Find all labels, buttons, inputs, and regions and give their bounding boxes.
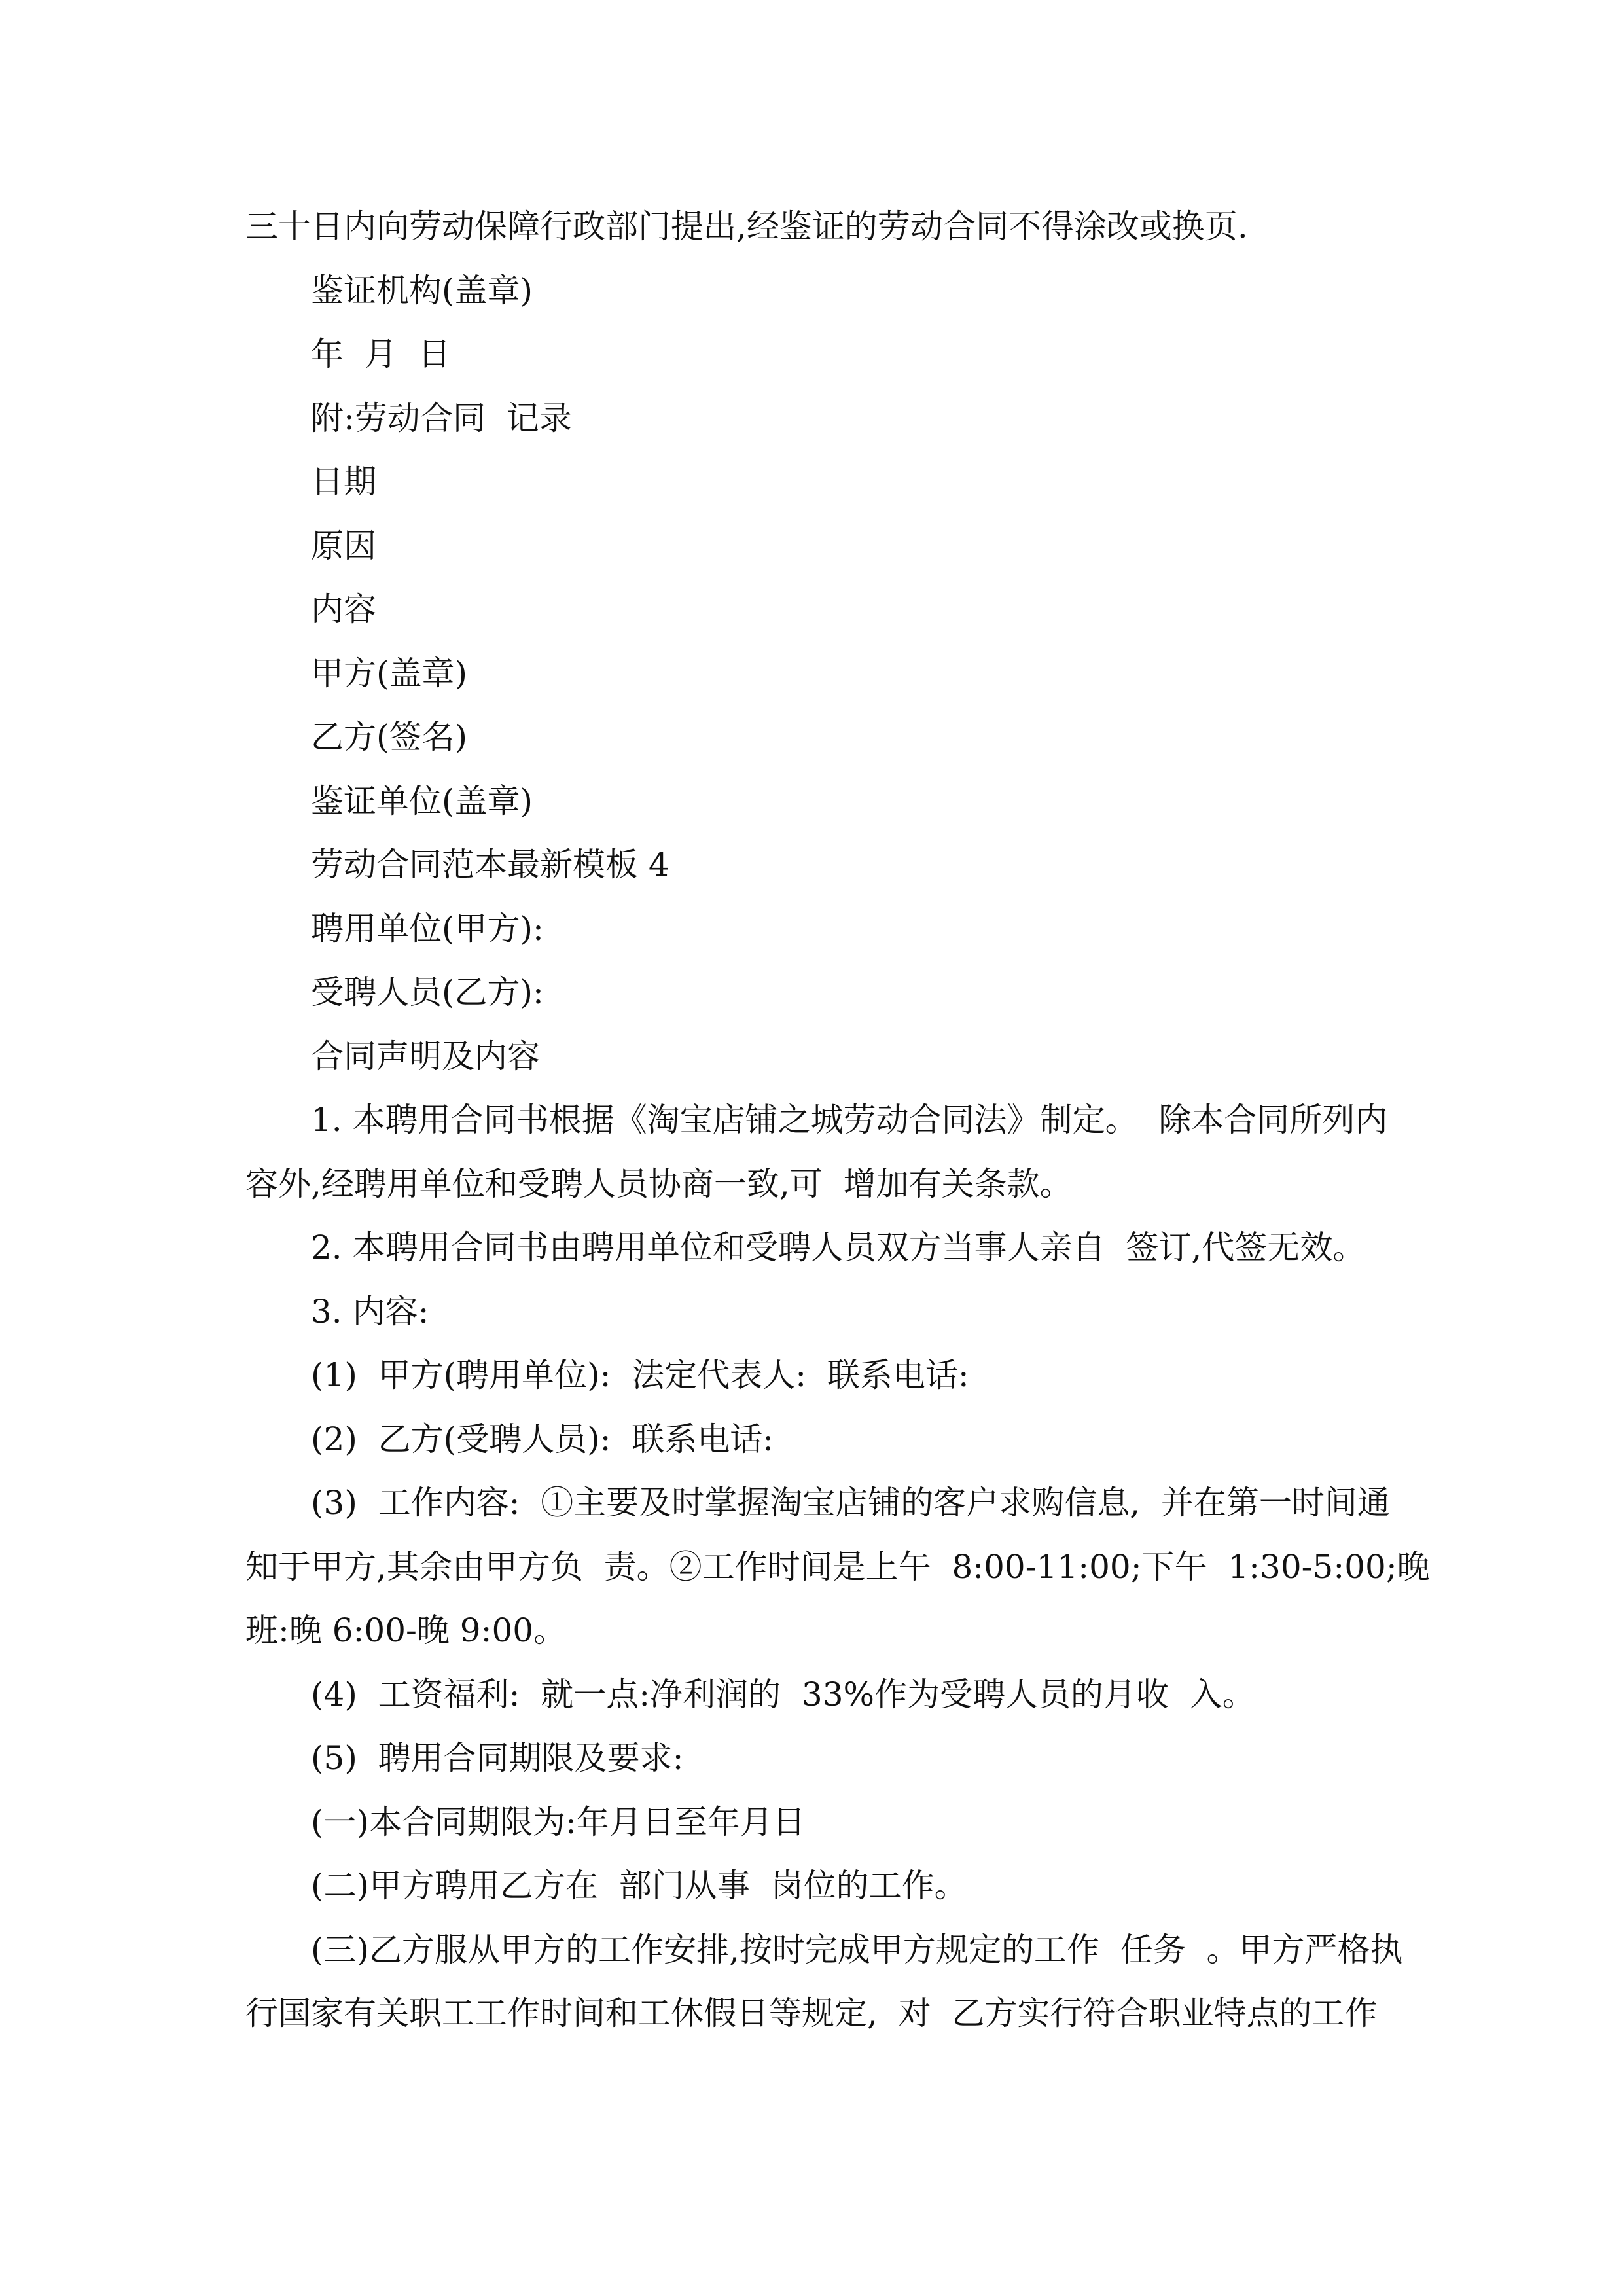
text-line-23: 班:晚 6:00-晚 9:00。: [245, 1611, 567, 1649]
text-line-1: 三十日内向劳动保障行政部门提出,经鉴证的劳动合同不得涂改或换页.: [245, 207, 1248, 245]
text-line-26: (一)本合同期限为:年月日至年月日: [311, 1803, 806, 1841]
text-line-13: 受聘人员(乙方):: [311, 973, 544, 1011]
text-line-28: (三)乙方服从甲方的工作安排,按时完成甲方规定的工作 任务 。甲方严格执: [311, 1931, 1403, 1969]
section-heading: 劳动合同范本最新模板 4: [311, 846, 669, 884]
text-line-5: 日期: [311, 463, 376, 501]
text-line-20: (2) 乙方(受聘人员): 联系电话:: [311, 1420, 774, 1458]
text-line-18: 3. 内容:: [311, 1293, 429, 1331]
text-line-14: 合同声明及内容: [311, 1037, 540, 1075]
text-line-2: 鉴证机构(盖章): [311, 272, 533, 310]
text-line-22: 知于甲方,其余由甲方负 责。②工作时间是上午 8:00-11:00;下午 1:30-5:00;晚: [245, 1548, 1430, 1586]
text-line-6: 原因: [311, 527, 376, 565]
text-line-29: 行国家有关职工工作时间和工休假日等规定, 对 乙方实行符合职业特点的工作: [245, 1994, 1378, 2032]
text-line-21: (3) 工作内容: ①主要及时掌握淘宝店铺的客户求购信息, 并在第一时间通: [311, 1484, 1390, 1522]
text-line-15: 1. 本聘用合同书根据《淘宝店铺之城劳动合同法》制定。 除本合同所列内: [311, 1101, 1388, 1139]
text-line-24: (4) 工资福利: 就一点:净利润的 33%作为受聘人员的月收 入。: [311, 1676, 1255, 1713]
text-line-12: 聘用单位(甲方):: [311, 910, 544, 948]
text-line-10: 鉴证单位(盖章): [311, 782, 533, 820]
text-line-7: 内容: [311, 590, 376, 628]
text-line-9: 乙方(签名): [311, 718, 468, 756]
text-line-17: 2. 本聘用合同书由聘用单位和受聘人员双方当事人亲自 签订,代签无效。: [311, 1229, 1366, 1266]
text-line-4: 附:劳动合同 记录: [311, 399, 572, 437]
text-line-8: 甲方(盖章): [311, 655, 468, 692]
text-line-16: 容外,经聘用单位和受聘人员协商一致,可 增加有关条款。: [245, 1165, 1073, 1203]
text-line-25: (5) 聘用合同期限及要求:: [311, 1739, 684, 1777]
text-line-27: (二)甲方聘用乙方在 部门从事 岗位的工作。: [311, 1867, 967, 1905]
text-line-19: (1) 甲方(聘用单位): 法定代表人: 联系电话:: [311, 1356, 969, 1394]
text-line-3: 年 月 日: [311, 335, 451, 373]
